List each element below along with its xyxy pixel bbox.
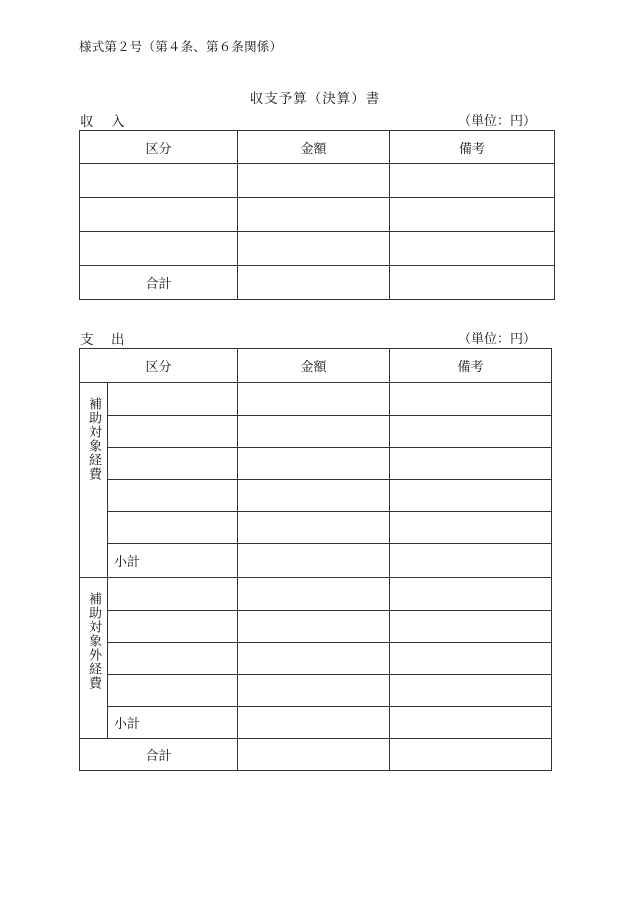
expense-remarks-cell[interactable] <box>390 448 552 480</box>
expense-table <box>79 348 552 771</box>
expense-amount-cell[interactable] <box>238 383 390 416</box>
expense-item-cell[interactable] <box>108 416 238 448</box>
expense-item-cell[interactable] <box>108 512 238 544</box>
income-remarks-cell[interactable] <box>390 164 555 198</box>
income-category-cell[interactable] <box>80 232 238 266</box>
expense-amount-cell[interactable] <box>238 480 390 512</box>
eligible-subtotal-amount-cell[interactable] <box>238 544 390 578</box>
expense-row <box>80 383 552 416</box>
expense-header-remarks: 備考 <box>390 349 552 383</box>
eligible-subtotal-row <box>80 544 552 578</box>
expense-remarks-cell[interactable] <box>390 578 552 611</box>
income-row <box>80 198 555 232</box>
expense-remarks-cell[interactable] <box>390 480 552 512</box>
expense-amount-cell[interactable] <box>238 512 390 544</box>
expense-item-cell[interactable] <box>108 480 238 512</box>
expense-total-remarks-cell[interactable] <box>390 739 552 771</box>
ineligible-subtotal-row <box>80 707 552 739</box>
form-number: 様式第２号（第４条、第６条関係） <box>79 39 283 54</box>
eligible-subtotal-label: 小計 <box>108 544 238 578</box>
income-header-remarks: 備考 <box>390 131 555 164</box>
expense-amount-cell[interactable] <box>238 448 390 480</box>
ineligible-subtotal-label: 小計 <box>108 707 238 739</box>
income-label: 収 入 <box>80 114 127 130</box>
document-title: 収支予算（決算）書 <box>249 91 381 107</box>
expense-row <box>80 578 552 611</box>
income-unit: （単位：円） <box>458 114 537 129</box>
ineligible-expense-group-label <box>80 578 108 739</box>
income-amount-cell[interactable] <box>238 164 390 198</box>
expense-total-amount-cell[interactable] <box>238 739 390 771</box>
income-total-amount-cell[interactable] <box>238 266 390 300</box>
expense-label: 支 出 <box>80 332 127 348</box>
expense-remarks-cell[interactable] <box>390 416 552 448</box>
income-total-label: 合計 <box>80 266 238 300</box>
expense-amount-cell[interactable] <box>238 416 390 448</box>
expense-item-cell[interactable] <box>108 643 238 675</box>
expense-row <box>80 675 552 707</box>
expense-item-cell[interactable] <box>108 448 238 480</box>
expense-row <box>80 480 552 512</box>
income-amount-cell[interactable] <box>238 232 390 266</box>
income-table <box>79 130 555 300</box>
expense-row <box>80 643 552 675</box>
expense-header-category: 区分 <box>80 349 238 383</box>
income-header-amount: 金額 <box>238 131 390 164</box>
expense-header-amount: 金額 <box>238 349 390 383</box>
expense-amount-cell[interactable] <box>238 675 390 707</box>
expense-unit: （単位：円） <box>458 332 537 347</box>
ineligible-expense-label: 補助対象外経費 <box>86 592 101 690</box>
income-header-row <box>80 131 555 164</box>
expense-row <box>80 448 552 480</box>
expense-remarks-cell[interactable] <box>390 383 552 416</box>
eligible-expense-group-label <box>80 383 108 578</box>
income-remarks-cell[interactable] <box>390 232 555 266</box>
income-category-cell[interactable] <box>80 198 238 232</box>
income-amount-cell[interactable] <box>238 198 390 232</box>
expense-row <box>80 416 552 448</box>
expense-item-cell[interactable] <box>108 611 238 643</box>
income-total-row <box>80 266 555 300</box>
expense-remarks-cell[interactable] <box>390 611 552 643</box>
expense-amount-cell[interactable] <box>238 611 390 643</box>
expense-total-label: 合計 <box>80 739 238 771</box>
expense-item-cell[interactable] <box>108 383 238 416</box>
ineligible-subtotal-amount-cell[interactable] <box>238 707 390 739</box>
income-remarks-cell[interactable] <box>390 198 555 232</box>
income-header-category: 区分 <box>80 131 238 164</box>
income-row <box>80 164 555 198</box>
eligible-subtotal-remarks-cell[interactable] <box>390 544 552 578</box>
expense-row <box>80 512 552 544</box>
expense-header-row <box>80 349 552 383</box>
expense-amount-cell[interactable] <box>238 578 390 611</box>
eligible-expense-label: 補助対象経費 <box>86 397 101 481</box>
expense-remarks-cell[interactable] <box>390 675 552 707</box>
expense-item-cell[interactable] <box>108 578 238 611</box>
expense-remarks-cell[interactable] <box>390 512 552 544</box>
income-row <box>80 232 555 266</box>
expense-remarks-cell[interactable] <box>390 643 552 675</box>
expense-row <box>80 611 552 643</box>
expense-amount-cell[interactable] <box>238 643 390 675</box>
income-total-remarks-cell[interactable] <box>390 266 555 300</box>
income-category-cell[interactable] <box>80 164 238 198</box>
expense-total-row <box>80 739 552 771</box>
expense-item-cell[interactable] <box>108 675 238 707</box>
ineligible-subtotal-remarks-cell[interactable] <box>390 707 552 739</box>
